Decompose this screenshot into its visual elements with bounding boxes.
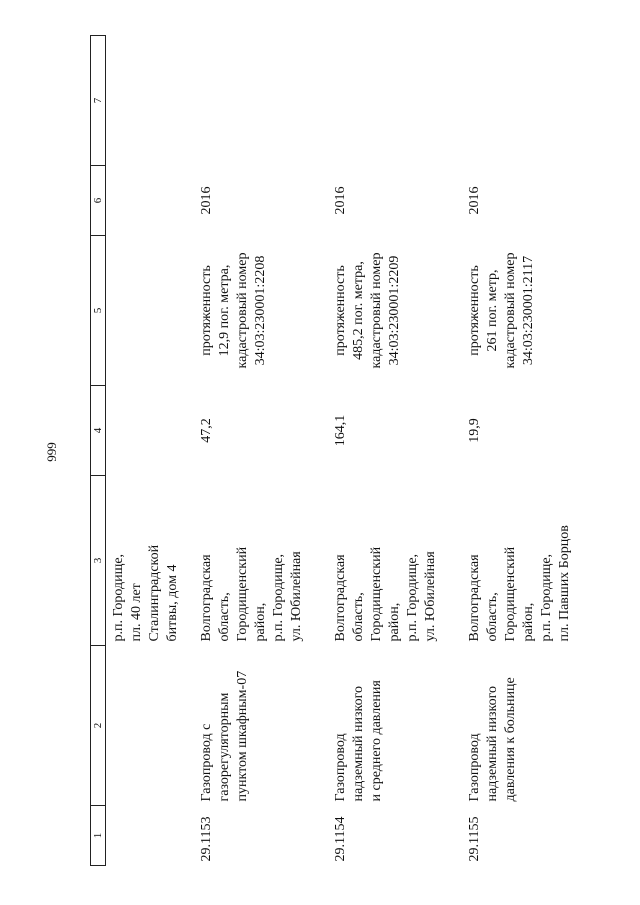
col-header-7: 7 — [91, 36, 106, 166]
record-number: 29.1153 — [199, 816, 214, 862]
object-description: протяженность 12,9 пог. метра, кадастровый номер 34:03:230001:2208 — [199, 252, 268, 369]
property-table — [90, 35, 600, 866]
object-description: протяженность 485,2 пог. метра, кадастровый номер 34:03:230001:2209 — [333, 252, 402, 369]
object-year: 2016 — [199, 186, 214, 215]
object-value: 19,9 — [467, 418, 482, 443]
col-header-5: 5 — [91, 236, 106, 386]
page-number: 999 — [44, 442, 59, 462]
table-row — [198, 36, 332, 866]
col-header-2: 2 — [91, 646, 106, 806]
object-extra — [466, 36, 600, 166]
record-number: 29.1154 — [333, 816, 348, 862]
col-header-3: 3 — [91, 476, 106, 646]
continuation-address: р.п. Городище, пл. 40 лет Сталинградской битвы, дом 4 — [111, 544, 180, 642]
col-header-6: 6 — [91, 166, 106, 236]
object-name: Газопровод с газорегуляторным пунктом шкафным-07 — [199, 670, 250, 802]
object-description: протяженность 261 пог. метр, кадастровый номер 34:03:230001:2117 — [467, 252, 536, 369]
object-extra — [332, 36, 466, 166]
object-address: Волгоградская область, Городищенский район, р.п. Городище, ул. Юбилейная — [199, 546, 304, 642]
col-header-4: 4 — [91, 386, 106, 476]
continuation-row — [106, 36, 199, 866]
col-header-1: 1 — [91, 806, 106, 866]
object-address: Волгоградская область, Городищенский район, р.п. Городище, ул. Юбилейная — [333, 546, 438, 642]
table-row — [466, 36, 600, 866]
object-value: 47,2 — [199, 418, 214, 443]
object-address: Волгоградская область, Городищенский район, р.п. Городище, пл. Павших Борцов — [467, 525, 572, 642]
object-name: Газопровод надземный низкого и среднего давления — [333, 680, 384, 802]
rotated-table-sheet — [90, 36, 615, 866]
header-row — [91, 36, 106, 866]
object-year: 2016 — [467, 186, 482, 215]
record-number: 29.1155 — [467, 816, 482, 862]
object-name: Газопровод надземный низкого давления к больнице — [467, 677, 518, 802]
object-value: 164,1 — [333, 414, 348, 447]
object-extra — [198, 36, 332, 166]
table-row — [332, 36, 466, 866]
object-year: 2016 — [333, 186, 348, 215]
